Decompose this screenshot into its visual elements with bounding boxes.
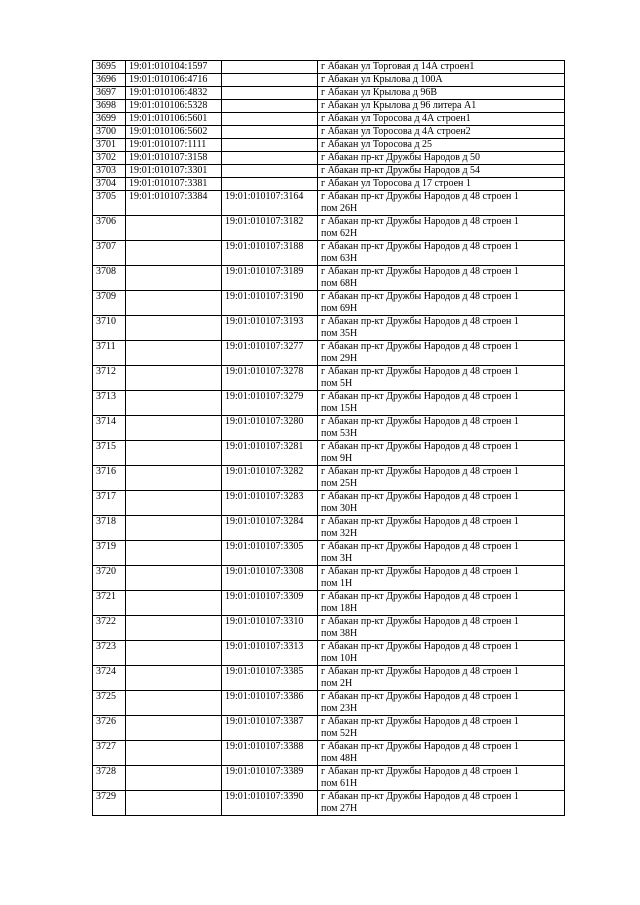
address-cell — [318, 391, 565, 416]
table-row — [93, 741, 565, 766]
address-cell — [318, 100, 565, 113]
address-cell — [318, 466, 565, 491]
premises-cadastral-number: 19:01:010107:3387 — [222, 716, 318, 741]
address-cell — [318, 591, 565, 616]
cadastral-number — [126, 241, 222, 266]
table-row — [93, 791, 565, 816]
table-row — [93, 113, 565, 126]
address-cell — [318, 316, 565, 341]
address-line: г Абакан пр-кт Дружбы Народов д 48 строен 1 — [321, 791, 519, 802]
row-number: 3711 — [93, 341, 126, 366]
address-cell — [318, 87, 565, 100]
row-number: 3696 — [93, 74, 126, 87]
premises-cadastral-number: 19:01:010107:3193 — [222, 316, 318, 341]
premises-cadastral-number: 19:01:010107:3388 — [222, 741, 318, 766]
address-line: г Абакан пр-кт Дружбы Народов д 48 строен 1 — [321, 741, 519, 752]
address-cell — [318, 791, 565, 816]
row-number: 3706 — [93, 216, 126, 241]
premises-number: пом 68Н — [321, 278, 358, 289]
address-cell — [318, 416, 565, 441]
row-number: 3703 — [93, 165, 126, 178]
premises-cadastral-number — [222, 152, 318, 165]
premises-number: пом 27Н — [321, 803, 358, 814]
premises-number: пом 38Н — [321, 628, 358, 639]
premises-cadastral-number: 19:01:010107:3390 — [222, 791, 318, 816]
cadastral-number: 19:01:010106:5328 — [126, 100, 222, 113]
row-number: 3729 — [93, 791, 126, 816]
address-line: г Абакан ул Торосова д 4А строен1 — [321, 113, 471, 124]
address-cell — [318, 691, 565, 716]
address-cell — [318, 741, 565, 766]
premises-number: пом 30Н — [321, 503, 358, 514]
table-row — [93, 341, 565, 366]
row-number: 3705 — [93, 191, 126, 216]
address-line: г Абакан пр-кт Дружбы Народов д 48 строен 1 — [321, 341, 519, 352]
registry-table — [92, 60, 565, 816]
address-line: г Абакан пр-кт Дружбы Народов д 48 строен 1 — [321, 316, 519, 327]
premises-cadastral-number: 19:01:010107:3277 — [222, 341, 318, 366]
address-line: г Абакан пр-кт Дружбы Народов д 48 строен 1 — [321, 516, 519, 527]
row-number: 3715 — [93, 441, 126, 466]
table-row — [93, 266, 565, 291]
cadastral-number — [126, 566, 222, 591]
row-number: 3718 — [93, 516, 126, 541]
premises-cadastral-number — [222, 126, 318, 139]
address-line: г Абакан пр-кт Дружбы Народов д 48 строен 1 — [321, 366, 519, 377]
table-row — [93, 316, 565, 341]
address-cell — [318, 61, 565, 74]
row-number: 3721 — [93, 591, 126, 616]
table-row — [93, 391, 565, 416]
table-row — [93, 126, 565, 139]
address-cell — [318, 716, 565, 741]
address-line: г Абакан пр-кт Дружбы Народов д 48 строен 1 — [321, 491, 519, 502]
cadastral-number — [126, 466, 222, 491]
address-cell — [318, 241, 565, 266]
address-line: г Абакан пр-кт Дружбы Народов д 48 строен 1 — [321, 416, 519, 427]
premises-number: пом 63Н — [321, 253, 358, 264]
address-cell — [318, 291, 565, 316]
address-line: г Абакан пр-кт Дружбы Народов д 50 — [321, 152, 481, 163]
address-line: г Абакан пр-кт Дружбы Народов д 48 строен 1 — [321, 216, 519, 227]
registry-body — [93, 61, 565, 816]
premises-number: пом 69Н — [321, 303, 358, 314]
address-cell — [318, 191, 565, 216]
address-line: г Абакан ул Торосова д 4А строен2 — [321, 126, 471, 137]
premises-cadastral-number — [222, 87, 318, 100]
premises-number: пом 1Н — [321, 578, 353, 589]
premises-number: пом 52Н — [321, 728, 358, 739]
row-number: 3701 — [93, 139, 126, 152]
premises-cadastral-number: 19:01:010107:3283 — [222, 491, 318, 516]
cadastral-number — [126, 491, 222, 516]
premises-cadastral-number — [222, 139, 318, 152]
address-cell — [318, 366, 565, 391]
premises-cadastral-number: 19:01:010107:3389 — [222, 766, 318, 791]
table-row — [93, 491, 565, 516]
row-number: 3726 — [93, 716, 126, 741]
address-cell — [318, 74, 565, 87]
cadastral-number — [126, 516, 222, 541]
address-cell — [318, 152, 565, 165]
table-row — [93, 191, 565, 216]
row-number: 3728 — [93, 766, 126, 791]
cadastral-number: 19:01:010106:4832 — [126, 87, 222, 100]
premises-number: пом 25Н — [321, 478, 358, 489]
premises-cadastral-number: 19:01:010107:3310 — [222, 616, 318, 641]
cadastral-number — [126, 716, 222, 741]
cadastral-number: 19:01:010107:3384 — [126, 191, 222, 216]
premises-cadastral-number: 19:01:010107:3278 — [222, 366, 318, 391]
premises-number: пом 61Н — [321, 778, 358, 789]
row-number: 3707 — [93, 241, 126, 266]
address-line: г Абакан ул Крылова д 96 литера А1 — [321, 100, 477, 111]
cadastral-number: 19:01:010106:5601 — [126, 113, 222, 126]
premises-cadastral-number: 19:01:010107:3190 — [222, 291, 318, 316]
row-number: 3723 — [93, 641, 126, 666]
cadastral-number — [126, 541, 222, 566]
premises-cadastral-number: 19:01:010107:3313 — [222, 641, 318, 666]
cadastral-number — [126, 741, 222, 766]
cadastral-number — [126, 616, 222, 641]
premises-number: пом 29Н — [321, 353, 358, 364]
premises-number: пом 9Н — [321, 453, 353, 464]
row-number: 3717 — [93, 491, 126, 516]
premises-cadastral-number: 19:01:010107:3309 — [222, 591, 318, 616]
cadastral-number — [126, 691, 222, 716]
address-cell — [318, 126, 565, 139]
row-number: 3714 — [93, 416, 126, 441]
table-row — [93, 466, 565, 491]
table-row — [93, 139, 565, 152]
address-line: г Абакан пр-кт Дружбы Народов д 48 строен 1 — [321, 691, 519, 702]
premises-cadastral-number: 19:01:010107:3386 — [222, 691, 318, 716]
row-number: 3712 — [93, 366, 126, 391]
cadastral-number: 19:01:010107:3301 — [126, 165, 222, 178]
table-row — [93, 100, 565, 113]
cadastral-number — [126, 316, 222, 341]
table-row — [93, 766, 565, 791]
address-cell — [318, 541, 565, 566]
premises-number: пом 2Н — [321, 678, 353, 689]
address-cell — [318, 341, 565, 366]
cadastral-number — [126, 366, 222, 391]
premises-cadastral-number: 19:01:010107:3280 — [222, 416, 318, 441]
address-line: г Абакан пр-кт Дружбы Народов д 48 строен 1 — [321, 641, 519, 652]
address-cell — [318, 178, 565, 191]
row-number: 3722 — [93, 616, 126, 641]
table-row — [93, 165, 565, 178]
table-row — [93, 641, 565, 666]
address-line: г Абакан пр-кт Дружбы Народов д 48 строен 1 — [321, 716, 519, 727]
row-number: 3727 — [93, 741, 126, 766]
address-cell — [318, 113, 565, 126]
address-line: г Абакан пр-кт Дружбы Народов д 48 строен 1 — [321, 241, 519, 252]
premises-cadastral-number: 19:01:010107:3182 — [222, 216, 318, 241]
premises-number: пом 35Н — [321, 328, 358, 339]
table-row — [93, 87, 565, 100]
address-line: г Абакан ул Торговая д 14А строен1 — [321, 61, 475, 72]
premises-cadastral-number: 19:01:010107:3284 — [222, 516, 318, 541]
premises-number: пом 3Н — [321, 553, 353, 564]
table-row — [93, 241, 565, 266]
table-row — [93, 416, 565, 441]
address-line: г Абакан пр-кт Дружбы Народов д 48 строен 1 — [321, 291, 519, 302]
table-row — [93, 716, 565, 741]
address-line: г Абакан пр-кт Дружбы Народов д 48 строен 1 — [321, 441, 519, 452]
address-cell — [318, 766, 565, 791]
address-line: г Абакан ул Торосова д 25 — [321, 139, 433, 150]
premises-number: пом 10Н — [321, 653, 358, 664]
row-number: 3702 — [93, 152, 126, 165]
address-line: г Абакан пр-кт Дружбы Народов д 48 строен 1 — [321, 191, 519, 202]
table-row — [93, 216, 565, 241]
table-row — [93, 616, 565, 641]
premises-number: пом 5Н — [321, 378, 353, 389]
row-number: 3704 — [93, 178, 126, 191]
premises-number: пом 53Н — [321, 428, 358, 439]
premises-cadastral-number — [222, 113, 318, 126]
table-row — [93, 61, 565, 74]
premises-number: пом 32Н — [321, 528, 358, 539]
premises-number: пом 48Н — [321, 753, 358, 764]
row-number: 3708 — [93, 266, 126, 291]
cadastral-number — [126, 791, 222, 816]
premises-number: пом 15Н — [321, 403, 358, 414]
address-line: г Абакан ул Крылова д 96В — [321, 87, 438, 98]
cadastral-number — [126, 266, 222, 291]
premises-cadastral-number: 19:01:010107:3279 — [222, 391, 318, 416]
table-row — [93, 591, 565, 616]
row-number: 3697 — [93, 87, 126, 100]
premises-cadastral-number — [222, 165, 318, 178]
address-cell — [318, 491, 565, 516]
cadastral-number — [126, 441, 222, 466]
cadastral-number — [126, 666, 222, 691]
row-number: 3724 — [93, 666, 126, 691]
address-cell — [318, 266, 565, 291]
cadastral-number — [126, 391, 222, 416]
table-row — [93, 178, 565, 191]
row-number: 3719 — [93, 541, 126, 566]
cadastral-number — [126, 766, 222, 791]
row-number: 3699 — [93, 113, 126, 126]
row-number: 3725 — [93, 691, 126, 716]
table-row — [93, 691, 565, 716]
premises-number: пом 23Н — [321, 703, 358, 714]
address-line: г Абакан пр-кт Дружбы Народов д 48 строен 1 — [321, 466, 519, 477]
premises-cadastral-number: 19:01:010107:3164 — [222, 191, 318, 216]
table-row — [93, 541, 565, 566]
address-line: г Абакан ул Торосова д 17 строен 1 — [321, 178, 471, 189]
premises-cadastral-number: 19:01:010107:3308 — [222, 566, 318, 591]
premises-cadastral-number: 19:01:010107:3282 — [222, 466, 318, 491]
cadastral-number: 19:01:010107:1111 — [126, 139, 222, 152]
address-cell — [318, 139, 565, 152]
table-row — [93, 366, 565, 391]
cadastral-number — [126, 591, 222, 616]
table-row — [93, 291, 565, 316]
premises-cadastral-number: 19:01:010107:3188 — [222, 241, 318, 266]
table-row — [93, 74, 565, 87]
table-row — [93, 516, 565, 541]
address-line: г Абакан пр-кт Дружбы Народов д 48 строен 1 — [321, 541, 519, 552]
premises-cadastral-number — [222, 61, 318, 74]
premises-cadastral-number — [222, 100, 318, 113]
address-line: г Абакан пр-кт Дружбы Народов д 48 строен 1 — [321, 591, 519, 602]
address-line: г Абакан пр-кт Дружбы Народов д 48 строен 1 — [321, 391, 519, 402]
address-line: г Абакан пр-кт Дружбы Народов д 48 строен 1 — [321, 616, 519, 627]
premises-number: пом 18Н — [321, 603, 358, 614]
premises-number: пом 26Н — [321, 203, 358, 214]
address-line: г Абакан пр-кт Дружбы Народов д 48 строен 1 — [321, 766, 519, 777]
address-cell — [318, 216, 565, 241]
cadastral-number: 19:01:010104:1597 — [126, 61, 222, 74]
table-row — [93, 441, 565, 466]
cadastral-number: 19:01:010106:4716 — [126, 74, 222, 87]
address-cell — [318, 165, 565, 178]
address-cell — [318, 516, 565, 541]
row-number: 3698 — [93, 100, 126, 113]
address-line: г Абакан ул Крылова д 100А — [321, 74, 443, 85]
address-cell — [318, 616, 565, 641]
row-number: 3710 — [93, 316, 126, 341]
premises-cadastral-number — [222, 74, 318, 87]
cadastral-number — [126, 341, 222, 366]
row-number: 3716 — [93, 466, 126, 491]
address-cell — [318, 641, 565, 666]
table-row — [93, 152, 565, 165]
premises-number: пом 62Н — [321, 228, 358, 239]
row-number: 3720 — [93, 566, 126, 591]
premises-cadastral-number — [222, 178, 318, 191]
cadastral-number: 19:01:010107:3381 — [126, 178, 222, 191]
premises-cadastral-number: 19:01:010107:3305 — [222, 541, 318, 566]
address-cell — [318, 666, 565, 691]
address-cell — [318, 566, 565, 591]
table-row — [93, 666, 565, 691]
address-line: г Абакан пр-кт Дружбы Народов д 48 строен 1 — [321, 266, 519, 277]
row-number: 3700 — [93, 126, 126, 139]
table-row — [93, 566, 565, 591]
cadastral-number — [126, 641, 222, 666]
cadastral-number: 19:01:010107:3158 — [126, 152, 222, 165]
row-number: 3709 — [93, 291, 126, 316]
address-cell — [318, 441, 565, 466]
address-line: г Абакан пр-кт Дружбы Народов д 48 строен 1 — [321, 666, 519, 677]
cadastral-number: 19:01:010106:5602 — [126, 126, 222, 139]
premises-cadastral-number: 19:01:010107:3281 — [222, 441, 318, 466]
row-number: 3713 — [93, 391, 126, 416]
cadastral-number — [126, 291, 222, 316]
cadastral-number — [126, 216, 222, 241]
premises-cadastral-number: 19:01:010107:3189 — [222, 266, 318, 291]
address-line: г Абакан пр-кт Дружбы Народов д 48 строен 1 — [321, 566, 519, 577]
address-line: г Абакан пр-кт Дружбы Народов д 54 — [321, 165, 481, 176]
cadastral-number — [126, 416, 222, 441]
premises-cadastral-number: 19:01:010107:3385 — [222, 666, 318, 691]
row-number: 3695 — [93, 61, 126, 74]
